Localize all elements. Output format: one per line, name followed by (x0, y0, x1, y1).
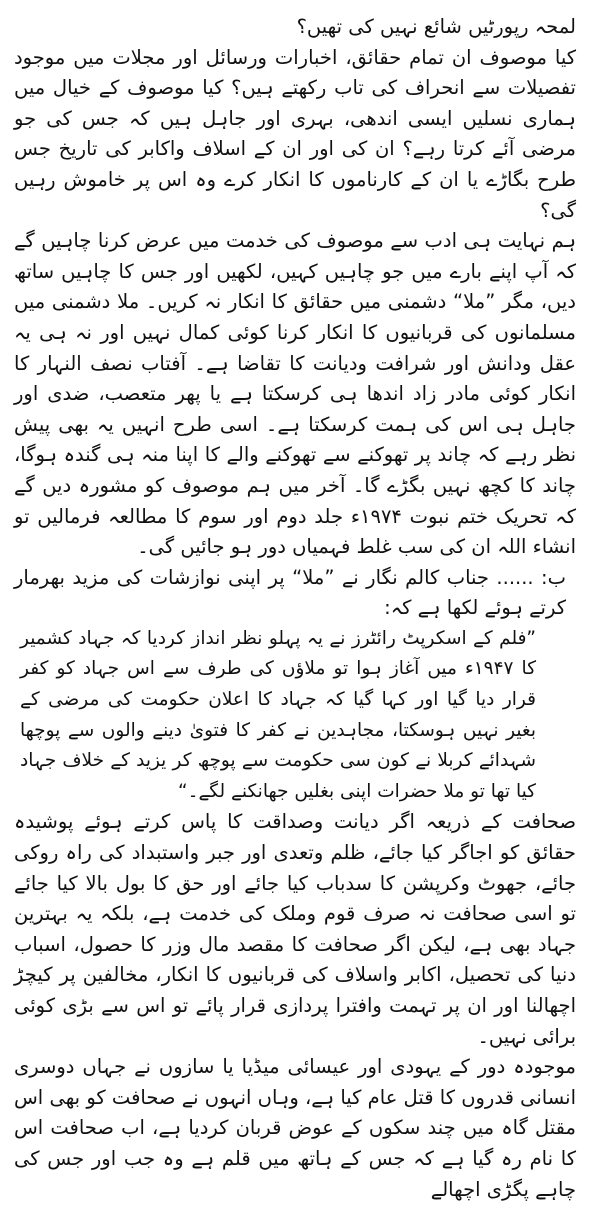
point-intro: ب: ...... جناب کالم نگار نے ”ملا“ پر اپنی نوازشات کی مزید بھرمار کرتے ہوئے لکھا ہے کہ: (14, 565, 566, 620)
paragraph: کیا موصوف ان تمام حقائق، اخبارات ورسائل اور مجلات میں موجود تفصیلات سے انحراف کی تاب رکھتے ہیں؟ کیا موصوف کے خیال میں ہماری نسلیں ایسی اندھی، بہری اور جاہل ہیں کہ جس کی جو مرضی آئے کرتا رہے؟ ان کی اور ان کے اسلاف واکابر کی تاریخ جس طرح بگاڑے یا ان کے کارناموں کا انکار کرے وہ اس پر خاموش رہیں گی؟ (14, 45, 576, 222)
block-quote: ”فلم کے اسکرپٹ رائٹرز نے یہ پہلو نظر انداز کردیا کہ جہاد کشمیر کا ۱۹۴۷ء میں آغاز ہوا تو ملاؤں کی طرف سے اس جہاد کو کفر قرار دیا گیا اور کہا گیا کہ جہاد کا اعلان حکومت کی مرضی کے بغیر نہیں ہوسکتا، مجاہدین نے کفر کا فتویٰ دینے والوں سے پوچھا شہدائے کربلا نے کون سی حکومت سے پوچھ کر یزید کے خلاف جہاد کیا تھا تو ملا حضرات اپنی بغلیں جھانکنے لگے۔“ (20, 627, 537, 802)
paragraph: صحافت کے ذریعہ اگر دیانت وصداقت کا پاس کرتے ہوئے پوشیدہ حقائق کو اجاگر کیا جائے، ظلم وتعدی اور جبر واستبداد کی راہ روکی جائے، جھوٹ وکرپشن کا سدباب کیا جائے اور حق کا بول بالا کیا جائے تو اسی صحافت نہ صرف قوم وملک کی خدمت ہے، بلکہ یہ بہترین جہاد بھی ہے، لیکن اگر صحافت کا مقصد مال وزر کا حصول، اسباب دنیا کی تحصیل، اکابر واسلاف کی قربانیوں کا انکار، مخالفین پر کیچڑ اچھالنا اور ان پر تہمت وافترا پردازی قرار پائے تو اس سے بڑی کوئی برائی نہیں۔ (14, 810, 576, 1048)
paragraph: لمحہ رپورٹیں شائع نہیں کی تھیں؟ (296, 15, 576, 38)
paragraph: ہم نہایت ہی ادب سے موصوف کی خدمت میں عرض کرنا چاہیں گے کہ آپ اپنے بارے میں جو چاہیں کہیں، لکھیں اور جس کا چاہیں ساتھ دیں، مگر ”ملا“ دشمنی میں حقائق کا انکار نہ کریں۔ ملا دشمنی میں مسلمانوں کی قربانیوں کا انکار کرنا کوئی کمال نہیں اور نہ ہی یہ عقل ودانش اور شرافت ودیانت کا تقاضا ہے۔ آفتاب نصف النہار کا انکار کوئی مادر زاد اندھا ہی کرسکتا ہے یا پھر متعصب، ضدی اور جاہل ہی اس کی ہمت کرسکتا ہے۔ اسی طرح انہیں یہ بھی پیش نظر رہے کہ چاند پر تھوکنے سے تھوکنے والے کا اپنا منہ ہی گندہ ہوگا، چاند کا کچھ نہیں بگڑے گا۔ آخر میں ہم موصوف کو مشورہ دیں گے کہ تحریک ختم نبوت ۱۹۷۴ء جلد دوم اور سوم کا مطالعہ فرمالیں تو انشاء اللہ ان کی سب غلط فہمیاں دور ہو جائیں گی۔ (14, 229, 576, 559)
paragraph: موجودہ دور کے یہودی اور عیسائی میڈیا یا سازوں نے جہاں دوسری انسانی قدروں کا قتل عام کیا ہے، وہاں انہوں نے صحافت کو بھی اس مقتل گاہ میں چند سکوں کے عوض قربان کردیا ہے، اب صحافت اس کا نام رہ گیا ہے کہ جس کے ہاتھ میں قلم ہے وہ جب اور جس کی چاہے پگڑی اچھالے (14, 1055, 576, 1201)
document-page (14, 12, 576, 1201)
